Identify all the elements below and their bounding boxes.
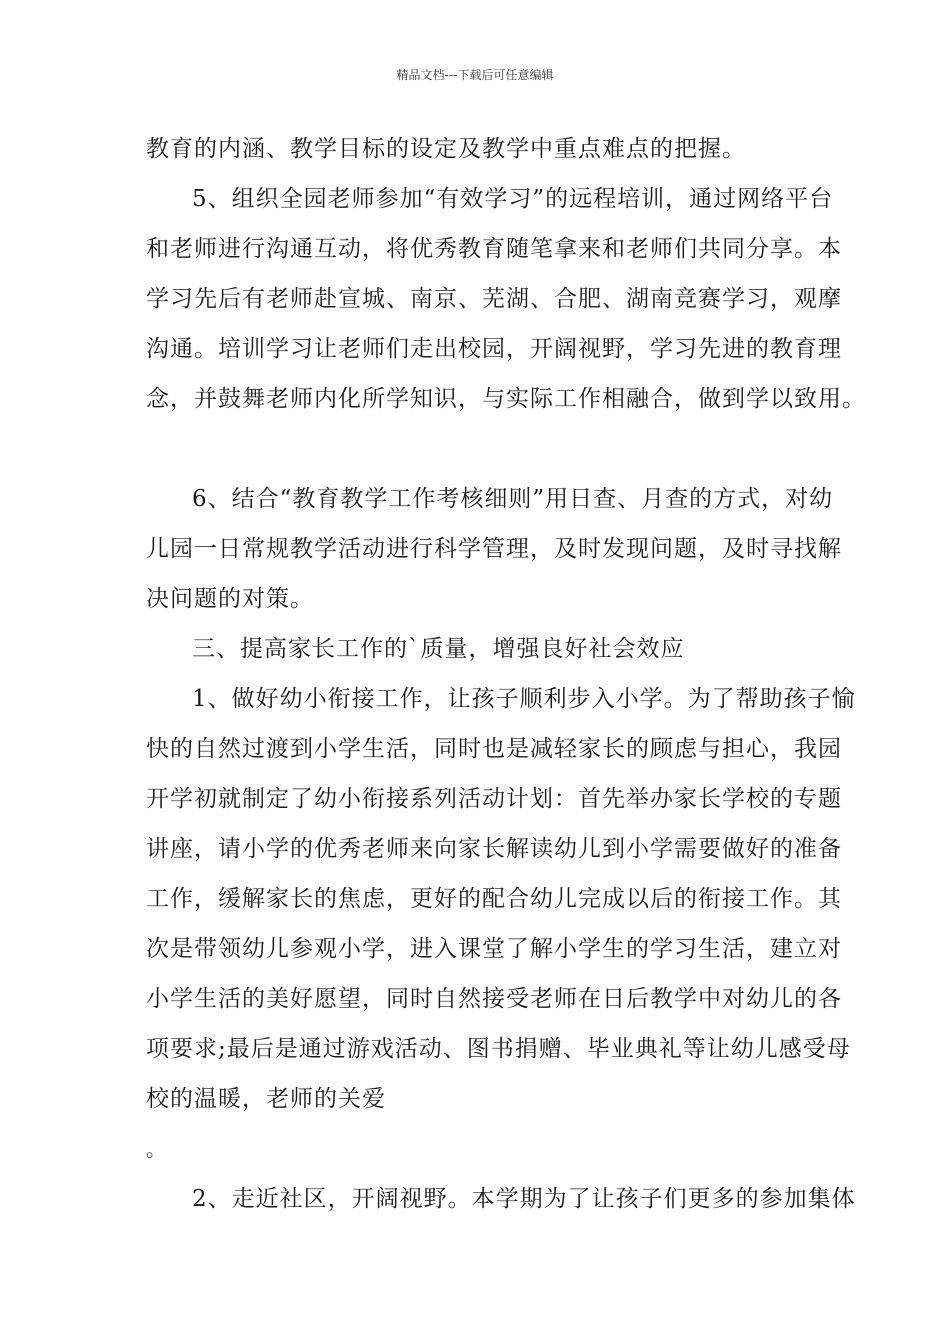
page-header: 精品文档---下载后可任意编辑 — [396, 68, 554, 82]
text-line: 快的自然过渡到小学生活，同时也是减轻家长的顾虑与担心，我园 — [146, 736, 842, 762]
text-line: 讲座，请小学的优秀老师来向家长解读幼儿到小学需要做好的准备 — [146, 836, 842, 862]
text-line: 6、结合“教育教学工作考核细则”用日查、月查的方式，对幼 — [192, 486, 834, 512]
text-line: 2、走近社区，开阔视野。本学期为了让孩子们更多的参加集体 — [192, 1186, 856, 1212]
text-line: 项要求;最后是通过游戏活动、图书捐赠、毕业典礼等让幼儿感受母 — [146, 1036, 851, 1062]
text-line: 1、做好幼小衔接工作，让孩子顺利步入小学。为了帮助孩子愉 — [192, 686, 856, 712]
text-line: 和老师进行沟通互动，将优秀教育随笔拿来和老师们共同分享。本 — [146, 236, 842, 262]
text-line: 教育的内涵、教学目标的设定及教学中重点难点的把握。 — [146, 136, 746, 162]
text-line: 小学生活的美好愿望，同时自然接受老师在日后教学中对幼儿的各 — [146, 986, 842, 1012]
text-line: 儿园一日常规教学活动进行科学管理，及时发现问题，及时寻找解 — [146, 536, 842, 562]
text-line: 5、组织全园老师参加“有效学习”的远程培训，通过网络平台 — [192, 186, 834, 212]
text-line: 沟通。培训学习让老师们走出校园，开阔视野，学习先进的教育理 — [146, 336, 842, 362]
text-line: 工作，缓解家长的焦虑，更好的配合幼儿完成以后的衔接工作。其 — [146, 886, 842, 912]
text-line: 校的温暖，老师的关爱 — [146, 1086, 386, 1112]
text-line: 决问题的对策。 — [146, 586, 314, 612]
text-line: 开学初就制定了幼小衔接系列活动计划：首先举办家长学校的专题 — [146, 786, 842, 812]
section-heading: 三、提高家长工作的`质量，增强良好社会效应 — [192, 636, 685, 662]
text-line: 次是带领幼儿参观小学，进入课堂了解小学生的学习生活，建立对 — [146, 936, 842, 962]
text-line: 念，并鼓舞老师内化所学知识，与实际工作相融合，做到学以致用。 — [146, 386, 866, 412]
text-line: 。 — [146, 1137, 167, 1161]
text-line: 学习先后有老师赴宣城、南京、芜湖、合肥、湖南竞赛学习，观摩 — [146, 286, 842, 312]
